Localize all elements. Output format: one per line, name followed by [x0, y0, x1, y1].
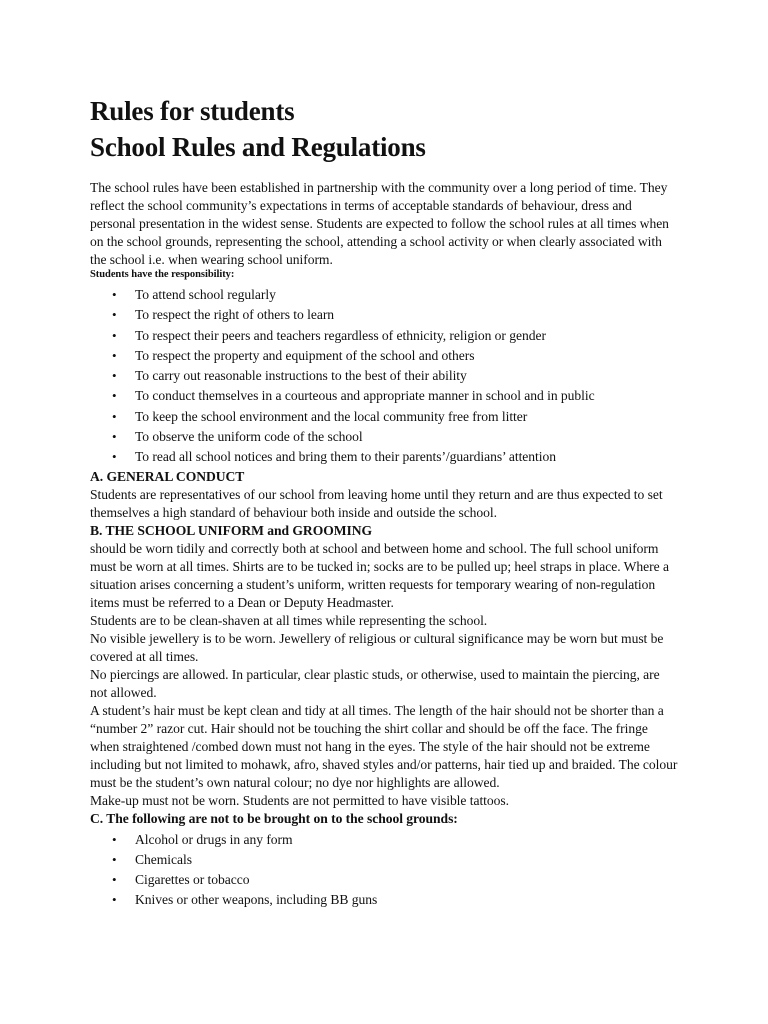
- section-b-heading: B. THE SCHOOL UNIFORM and GROOMING: [90, 522, 373, 538]
- document-title: [90, 93, 680, 165]
- list-item: • Alcohol or drugs in any form: [90, 830, 680, 850]
- section-a-heading: A. GENERAL CONDUCT: [90, 468, 245, 484]
- list-item: • Chemicals: [90, 850, 680, 870]
- list-item: • To keep the school environment and the local community free from litter: [90, 407, 680, 427]
- section-c-heading: C. The following are not to be brought on to the school grounds:: [90, 810, 458, 826]
- section-b-paragraph: Students are to be clean-shaven at all times while representing the school.: [90, 612, 488, 628]
- responsibility-heading: Students have the responsibility:: [90, 269, 235, 280]
- section-b-paragraph: Make-up must not be worn. Students are not permitted to have visible tattoos.: [90, 792, 509, 808]
- list-item: • To observe the uniform code of the school: [90, 427, 680, 447]
- title-line-2: School Rules and Regulations: [90, 132, 426, 162]
- responsibility-list: [90, 285, 680, 468]
- list-item: • To carry out reasonable instructions to the best of their ability: [90, 366, 680, 386]
- intro-paragraph: The school rules have been established in partnership with the community over a long period of time. They reflect the school community’s expectations in terms of acceptable standards of behaviour, dress and personal presentation in the widest sense. Students are expected to follow the school rules at all times when on the school grounds, representing the school, attending a school activity or when clearly associated with the school i.e. when wearing school uniform.: [90, 180, 669, 267]
- list-item: • To respect the property and equipment of the school and others: [90, 346, 680, 366]
- list-item: • Knives or other weapons, including BB guns: [90, 890, 680, 910]
- title-line-1: Rules for students: [90, 96, 295, 126]
- section-b-paragraph: No visible jewellery is to be worn. Jewellery of religious or cultural significance may be worn but must be covered at all times.: [90, 630, 664, 664]
- section-b-paragraph: No piercings are allowed. In particular, clear plastic studs, or otherwise, used to maintain the piercing, are not allowed.: [90, 666, 660, 700]
- prohibited-items-list: [90, 830, 680, 910]
- list-item: • To attend school regularly: [90, 285, 680, 305]
- list-item: • To read all school notices and bring them to their parents’/guardians’ attention: [90, 447, 680, 467]
- list-item: • To respect the right of others to learn: [90, 305, 680, 325]
- list-item: • To respect their peers and teachers regardless of ethnicity, religion or gender: [90, 326, 680, 346]
- section-b-paragraph: should be worn tidily and correctly both at school and between home and school. The full school uniform must be worn at all times. Shirts are to be tucked in; socks are to be pulled up; heel straps in place. Where a situation arises concerning a student’s uniform, written requests for temporary wearing of non-regulation items must be referred to a Dean or Deputy Headmaster.: [90, 540, 669, 610]
- section-b-paragraph: A student’s hair must be kept clean and tidy at all times. The length of the hair should not be shorter than a “number 2” razor cut. Hair should not be touching the shirt collar and should be off the face. The fringe when straightened /combed down must not hang in the eyes. The style of the hair should not be extreme including but not limited to mohawk, afro, shaved styles and/or patterns, hair tied up and braided. The colour must be the student’s own natural colour; no dye nor highlights are allowed.: [90, 702, 678, 790]
- list-item: • Cigarettes or tobacco: [90, 870, 680, 890]
- list-item: • To conduct themselves in a courteous and appropriate manner in school and in public: [90, 386, 680, 406]
- section-a-text: Students are representatives of our school from leaving home until they return and are thus expected to set themselves a high standard of behaviour both inside and outside the school.: [90, 486, 663, 520]
- document-content: [90, 93, 680, 910]
